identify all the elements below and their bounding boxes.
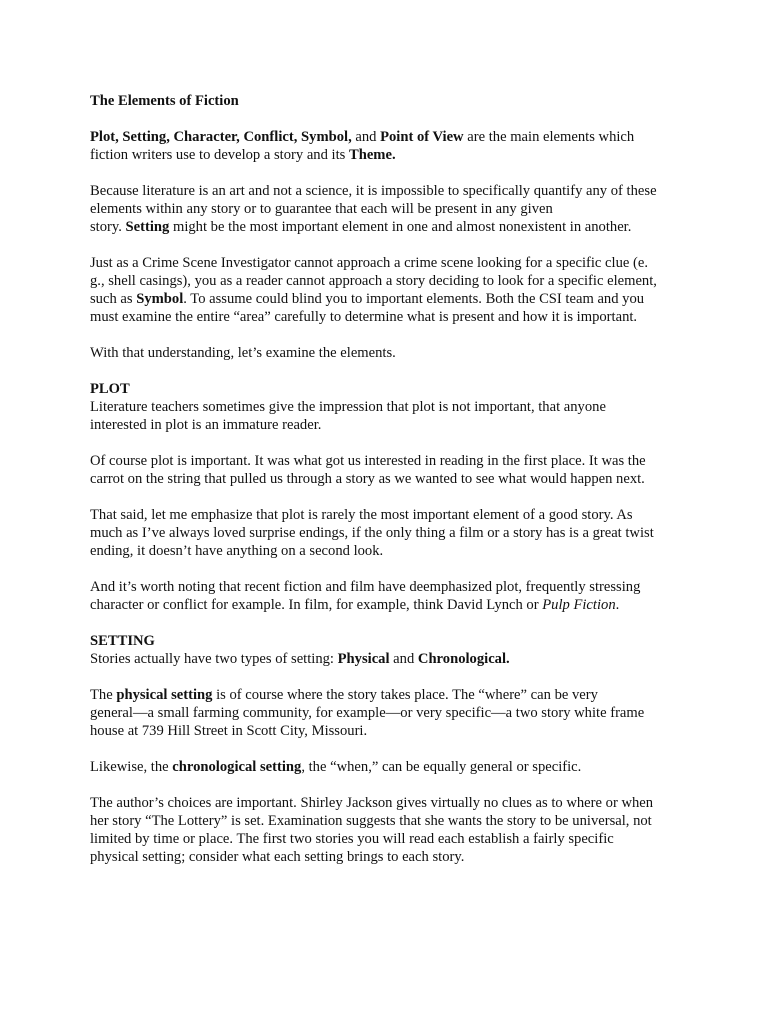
understanding-paragraph: With that understanding, let’s examine the elements. [90, 345, 396, 361]
plot-paragraph-4: And it’s worth noting that recent fiction and film have deemphasized plot, frequently stressing character or conflict for example. In film, for example, think David Lynch or Pulp Fiction. [90, 579, 641, 613]
plot-section [90, 380, 690, 614]
physical-setting-term: physical setting [116, 687, 213, 703]
pulp-fiction-title: Pulp Fiction [542, 597, 616, 613]
intro-theme: Theme. [348, 147, 396, 163]
setting-paragraph-3: Likewise, the chronological setting, the “when,” can be equally general or specific. [90, 759, 582, 775]
symbol-term: Symbol [136, 291, 184, 307]
physical-term: Physical [337, 651, 390, 667]
setting-paragraph-2: The physical setting is of course where the story takes place. The “where” can be very general—a small farming community, for example—or very specific—a two story white frame house at 739 Hill Street in Scott City, Missouri. [90, 687, 645, 739]
csi-paragraph: Just as a Crime Scene Investigator cannot approach a crime scene looking for a specific clue (e. g., shell casings), you as a reader cannot approach a story deciding to look for a specific element, such as Symbol. To assume could blind you to important elements. Both the CSI team and you must examine the entire “area” carefully to determine what is present and how it is important. [90, 255, 657, 325]
intro-point-of-view: Point of View [380, 129, 464, 145]
intro-elements-list: Plot, Setting, Character, Conflict, Symbol, [90, 129, 352, 145]
setting-paragraph-1: Stories actually have two types of setting: Physical and Chronological. [90, 651, 510, 667]
plot-paragraph-1: Literature teachers sometimes give the impression that plot is not important, that anyone interested in plot is an immature reader. [90, 399, 606, 433]
plot-paragraph-3: That said, let me emphasize that plot is rarely the most important element of a good story. As much as I’ve always loved surprise endings, if the only thing a film or a story has is a great twist ending, it doesn’t have anything on a second look. [90, 507, 654, 559]
intro-paragraph: Plot, Setting, Character, Conflict, Symbol, and Point of View are the main elements which fiction writers use to develop a story and its Theme. [90, 129, 635, 163]
setting-paragraph-4: The author’s choices are important. Shirley Jackson gives virtually no clues as to where or when her story “The Lottery” is set. Examination suggests that she wants the story to be universal, not limited by time or place. The first two stories you will read each establish a fairly specific physical setting; consider what each setting brings to each story. [90, 795, 654, 865]
document-page [90, 92, 690, 884]
setting-term: Setting [125, 219, 170, 235]
setting-section [90, 632, 690, 866]
plot-paragraph-2: Of course plot is important. It was what got us interested in reading in the first place. It was the carrot on the string that pulled us through a story as we wanted to see what would happen next. [90, 453, 646, 487]
setting-heading: SETTING [90, 633, 155, 649]
plot-heading: PLOT [90, 381, 130, 397]
literature-paragraph: Because literature is an art and not a science, it is impossible to specifically quantify any of these elements within any story or to guarantee that each will be present in any given story. Setting might be the most important element in one and almost nonexistent in another. [90, 183, 657, 235]
chronological-term: Chronological. [417, 651, 510, 667]
chronological-setting-term: chronological setting [172, 759, 302, 775]
document-title: The Elements of Fiction [90, 93, 239, 109]
